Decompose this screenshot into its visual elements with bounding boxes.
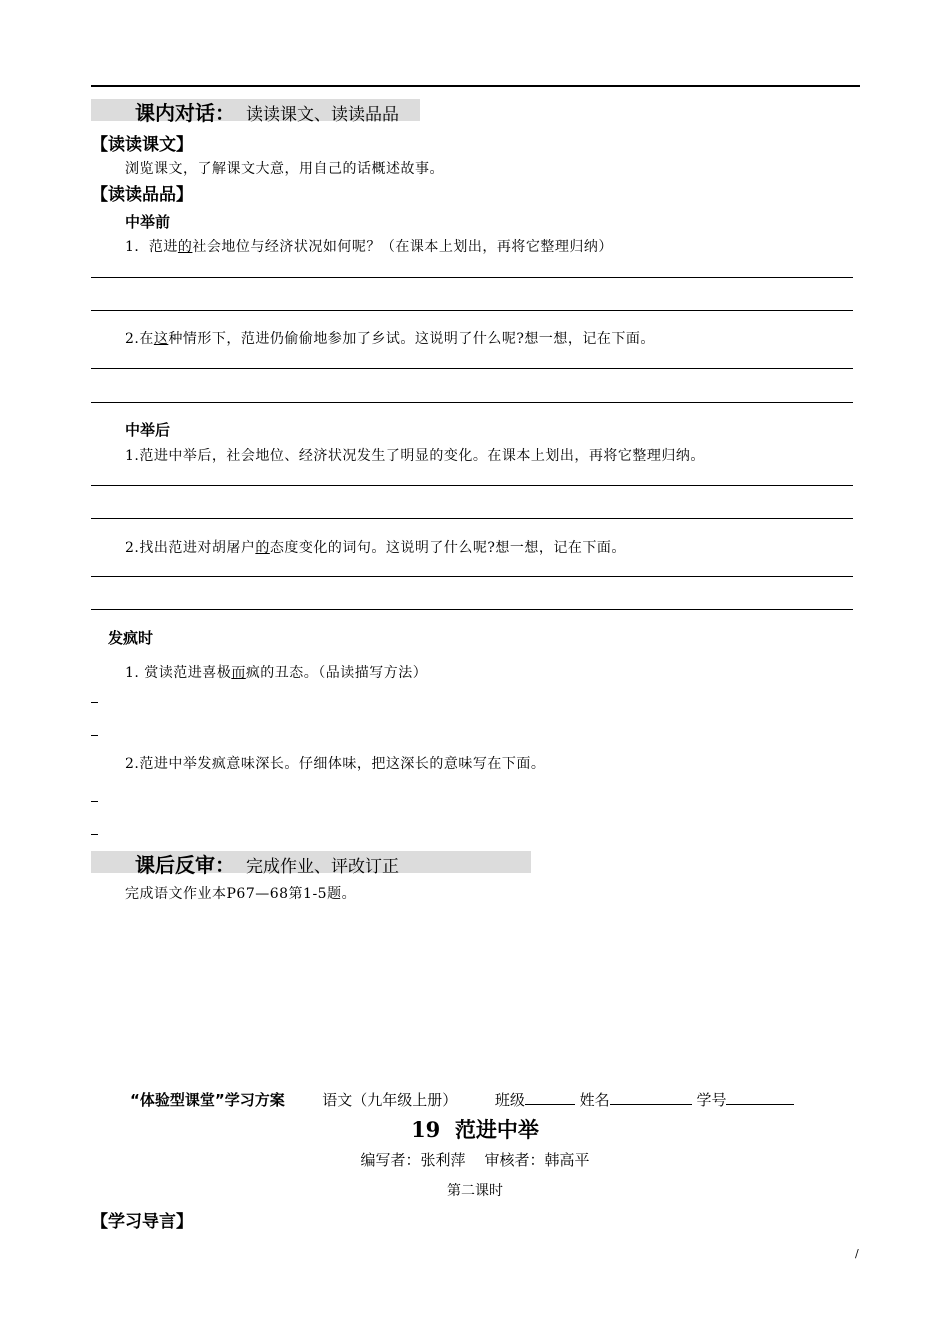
answer-line bbox=[91, 518, 853, 519]
answer-line bbox=[91, 277, 853, 278]
answer-dash bbox=[91, 801, 98, 802]
subject: 语文（九年级上册） bbox=[322, 1091, 458, 1109]
question-crazy-1: 1. 赏读范进喜极而疯的丑态。（品读描写方法） bbox=[125, 665, 428, 681]
subheading-after: 中举后 bbox=[125, 421, 171, 439]
answer-line bbox=[91, 310, 853, 311]
answer-dash bbox=[91, 702, 98, 703]
answer-line bbox=[91, 485, 853, 486]
heading-guide: 【学习导言】 bbox=[91, 1212, 193, 1232]
question-before-1: 1．范进的社会地位与经济状况如何呢？（在课本上划出，再将它整理归纳） bbox=[125, 239, 613, 255]
question-after-2: 2.找出范进对胡屠户的态度变化的词句。这说明了什么呢?想一想，记在下面。 bbox=[125, 540, 626, 556]
section-title-review: 课后反审： bbox=[135, 853, 235, 877]
number-blank[interactable] bbox=[726, 1090, 794, 1105]
subheading-before: 中举前 bbox=[125, 213, 171, 231]
section-subtitle-review: 完成作业、评改订正 bbox=[246, 857, 399, 877]
read-text-instruction: 浏览课文，了解课文大意，用自己的话概述故事。 bbox=[125, 161, 444, 177]
name-label: 姓名 bbox=[579, 1091, 610, 1109]
name-blank[interactable] bbox=[610, 1090, 692, 1105]
session-label: 第二课时 bbox=[447, 1183, 503, 1199]
answer-line bbox=[91, 609, 853, 610]
answer-dash bbox=[91, 735, 98, 736]
class-blank[interactable] bbox=[525, 1090, 575, 1105]
answer-line bbox=[91, 576, 853, 577]
section-title-dialogue: 课内对话： bbox=[135, 101, 235, 125]
program-title: “体验型课堂”学习方案 bbox=[130, 1091, 285, 1109]
answer-line bbox=[91, 368, 853, 369]
program-header bbox=[130, 1089, 794, 1110]
heading-read-text: 【读读课文】 bbox=[91, 135, 193, 155]
number-label: 学号 bbox=[696, 1091, 727, 1109]
heading-read-taste: 【读读品品】 bbox=[91, 185, 193, 205]
page-mark: / bbox=[855, 1247, 859, 1260]
authors-line: 编写者：张利萍 审核者：韩高平 bbox=[360, 1151, 590, 1169]
lesson-title: 19 范进中举 bbox=[411, 1117, 539, 1142]
homework-text: 完成语文作业本P67—68第1-5题。 bbox=[125, 886, 357, 902]
top-rule bbox=[91, 85, 860, 87]
class-label: 班级 bbox=[494, 1091, 525, 1109]
section-subtitle-dialogue: 读读课文、读读品品 bbox=[246, 105, 399, 125]
question-after-1: 1.范进中举后，社会地位、经济状况发生了明显的变化。在课本上划出，再将它整理归纳。 bbox=[125, 448, 705, 464]
question-crazy-2: 2.范进中举发疯意味深长。仔细体味，把这深长的意味写在下面。 bbox=[125, 756, 546, 772]
answer-dash bbox=[91, 834, 98, 835]
answer-line bbox=[91, 402, 853, 403]
subheading-crazy: 发疯时 bbox=[108, 629, 154, 647]
question-before-2: 2.在这种情形下，范进仍偷偷地参加了乡试。这说明了什么呢?想一想，记在下面。 bbox=[125, 331, 655, 347]
